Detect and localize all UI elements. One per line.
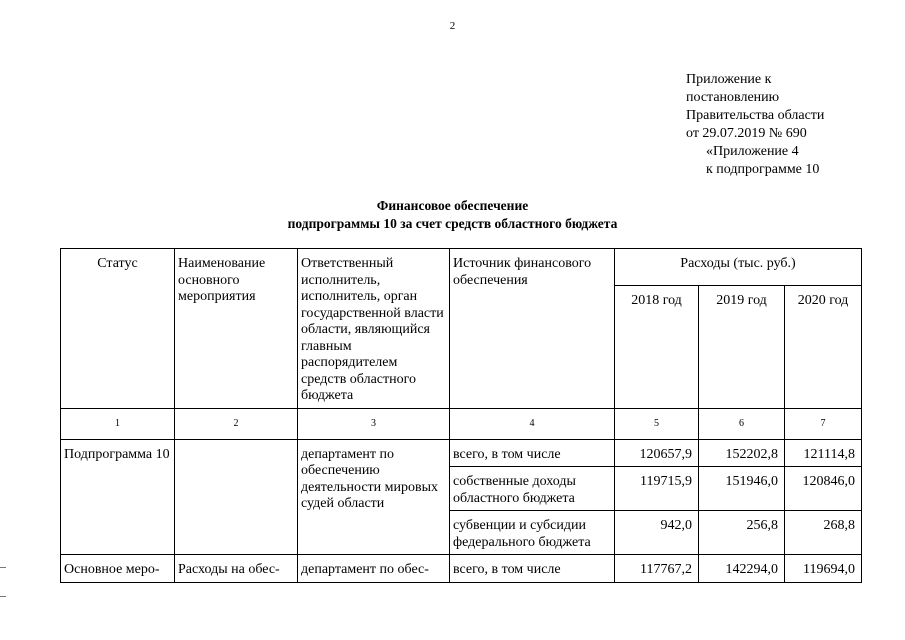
column-number: 6: [699, 408, 785, 439]
header-status: Статус: [61, 249, 175, 409]
title-line: Финансовое обеспечение: [376, 198, 529, 213]
value-cell: 152202,8: [699, 439, 785, 467]
main-event-status: Основное меро-: [61, 555, 175, 583]
value-cell: 117767,2: [615, 555, 699, 583]
value-cell: 268,8: [785, 511, 862, 555]
subprogram-status: Подпрограмма 10: [61, 439, 175, 555]
column-number: 5: [615, 408, 699, 439]
value-cell: 256,8: [699, 511, 785, 555]
source-cell: всего, в том числе: [450, 555, 615, 583]
subprogram-responsible: департамент по обеспечению деятельности мировых судей области: [298, 439, 450, 555]
header-year-2020: 2020 год: [785, 285, 862, 408]
value-cell: 120657,9: [615, 439, 699, 467]
source-cell: собственные доходы областного бюджета: [450, 467, 615, 511]
value-cell: 119694,0: [785, 555, 862, 583]
column-number: 1: [61, 408, 175, 439]
main-event-responsible: департамент по обес-: [298, 555, 450, 583]
page-number: 2: [449, 20, 456, 32]
appendix-line: Правительства области: [686, 108, 825, 123]
appendix-line: Приложение к: [686, 72, 772, 87]
header-responsible: Ответственный исполнитель, исполнитель, орган государственной власти области, являющийся главным распорядителем средств областного бюджета: [298, 249, 450, 409]
appendix-line: постановлению: [686, 90, 780, 105]
column-number: 3: [298, 408, 450, 439]
column-number: 7: [785, 408, 862, 439]
header-source: Источник финансового обеспечения: [450, 249, 615, 409]
value-cell: 151946,0: [699, 467, 785, 511]
appendix-block: [686, 71, 824, 179]
column-number: 4: [450, 408, 615, 439]
appendix-line: «Приложение 4: [706, 144, 799, 159]
value-cell: 121114,8: [785, 439, 862, 467]
header-year-2018: 2018 год: [615, 285, 699, 408]
table-row: [61, 555, 862, 583]
subprogram-name: [175, 439, 298, 555]
header-expenses: Расходы (тыс. руб.): [615, 249, 862, 286]
value-cell: 119715,9: [615, 467, 699, 511]
source-cell: всего, в том числе: [450, 439, 615, 467]
value-cell: 120846,0: [785, 467, 862, 511]
header-row: [61, 249, 862, 286]
scan-margin-mark: [0, 596, 6, 597]
scan-margin-mark: [0, 567, 6, 568]
column-numbers-row: [61, 408, 862, 439]
value-cell: 142294,0: [699, 555, 785, 583]
column-number: 2: [175, 408, 298, 439]
main-event-name: Расходы на обес-: [175, 555, 298, 583]
value-cell: 942,0: [615, 511, 699, 555]
appendix-line: от 29.07.2019 № 690: [686, 126, 807, 141]
title-line: подпрограммы 10 за счет средств областного бюджета: [287, 216, 618, 231]
table-row: [61, 439, 862, 467]
financing-table: [60, 248, 862, 583]
source-cell: субвенции и субсидии федерального бюджета: [450, 511, 615, 555]
appendix-line: к подпрограмме 10: [706, 162, 820, 177]
header-name: Наименование основного мероприятия: [175, 249, 298, 409]
document-title: [0, 197, 905, 233]
header-year-2019: 2019 год: [699, 285, 785, 408]
